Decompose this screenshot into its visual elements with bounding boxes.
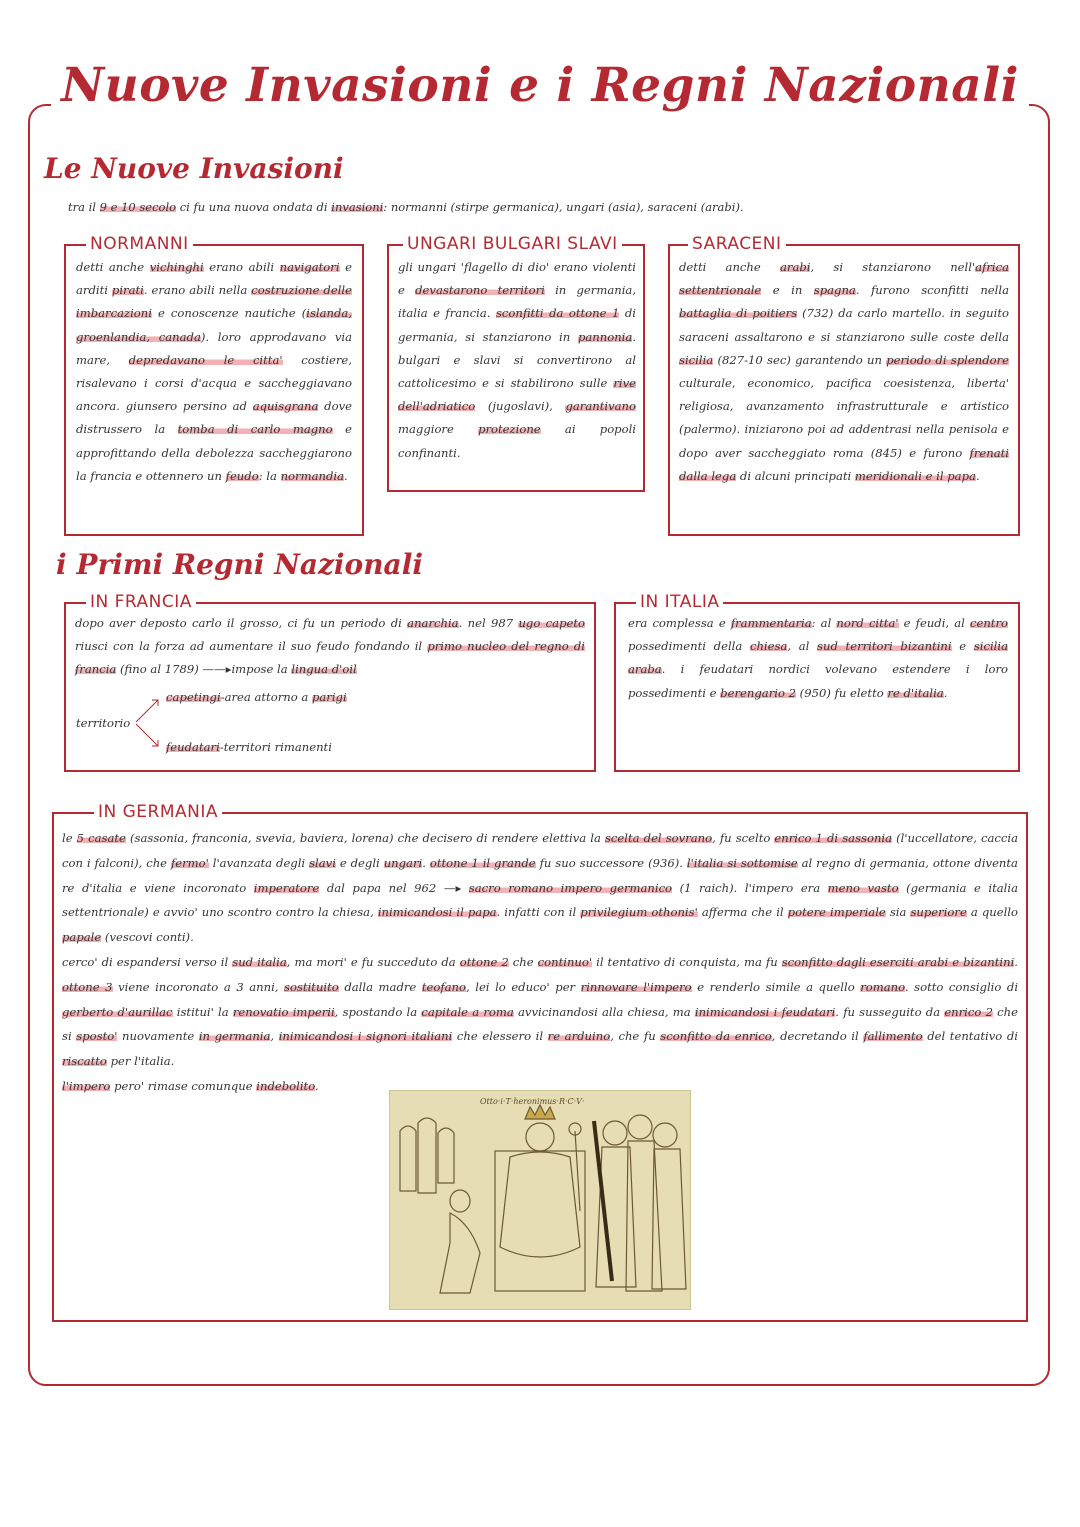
germania-text — [62, 826, 1018, 1099]
box-label-germania: IN GERMANIA — [94, 802, 222, 822]
normanni-text: detti anche vichinghi erano abili navigatori e arditi pirati. erano abili nella costruzione delle imbarcazioni e conoscenze nautiche (islanda, groenlandia, canada). loro approdavano via mare, depredavano le citta' costiere, risalevano i corsi d'acqua e saccheggiavano ancora. giunsero persino ad aquisgrana dove distrussero la tomba di carlo magno e approfittando della debolezza saccheggiarono la francia e ottennero un feudo: la normandia. — [76, 260, 352, 483]
italia-text: era complessa e frammentaria: al nord citta' e feudi, al centro possedimenti della chiesa, al sud territori bizantini e sicilia araba. i feudatari nordici volevano estendere i loro possedimenti e berengario 2 (950) fu eletto re d'italia. — [628, 616, 1008, 700]
box-label-ungari: UNGARI BULGARI SLAVI — [403, 234, 622, 254]
box-label-francia: IN FRANCIA — [86, 592, 196, 612]
box-normanni — [64, 234, 364, 536]
saraceni-text: detti anche arabi, si stanziarono nell'africa settentrionale e in spagna. furono sconfitti nella battaglia di poitiers (732) da carlo martello. in seguito saraceni assaltarono e si stanziarono sulle coste della sicilia (827-10 sec) garantendo un periodo di splendore culturale, economico, pacifica coesistenza, liberta' religiosa, avanzamento infrastrutturale e artistico (palermo). iniziarono poi ad addentrasi nella penisola e dopo aver saccheggiato roma (845) e furono frenati dalla lega di alcuni principati meridionali e il papa. — [679, 260, 1009, 483]
germania-paragraph-3: l'impero pero' rimase comunque indebolito. — [62, 1078, 319, 1093]
section-heading-invasioni: Le Nuove Invasioni — [44, 152, 344, 185]
box-label-normanni: NORMANNI — [86, 234, 193, 254]
box-label-italia: IN ITALIA — [636, 592, 723, 612]
box-label-saraceni: SARACENI — [688, 234, 786, 254]
section-heading-regni: i Primi Regni Nazionali — [56, 548, 423, 581]
arrow-right-icon: —▸ — [443, 880, 469, 895]
ungari-text: gli ungari 'flagello di dio' erano violenti e devastarono territori in germania, italia e francia. sconfitti da ottone 1 di germania, si stanziarono in pannonia. bulgari e slavi si convertirono al cattolicesimo e si stabilirono sulle rive dell'adriatico (jugoslavi), garantivano maggiore protezione ai popoli confinanti. — [398, 260, 637, 460]
francia-text: dopo aver deposto carlo il grosso, ci fu un periodo di anarchia. nel 987 ugo capeto riusci con la forza ad aumentare il suo feudo fondando il primo nucleo del regno di francia (fino al 1789) ——▸impose la lingua d'oil — [75, 616, 586, 677]
box-francia — [64, 592, 596, 772]
box-ungari — [387, 234, 645, 492]
branch-capetingi: capetingi-area attorno a parigi — [166, 690, 347, 704]
arrow-right-icon: ——▸ — [202, 662, 232, 677]
branch-feudatari: feudatari-territori rimanenti — [166, 740, 332, 754]
intro-text: tra il 9 e 10 secolo ci fu una nuova ondata di invasioni: normanni (stirpe germanica), ungari (asia), saraceni (arabi). — [68, 200, 744, 214]
box-saraceni — [668, 234, 1020, 536]
germania-paragraph-2: cerco' di espandersi verso il sud italia, ma mori' e fu succeduto da ottone 2 che continuo' il tentativo di conquista, ma fu sconfitto dagli eserciti arabi e bizantini. ottone 3 viene incoronato a 3 anni, sostituito dalla madre teofano, lei lo educo' per rinnovare l'impero e renderlo simile a quello romano. sotto consiglio di gerberto d'aurillac istitui' la renovatio imperii, spostando la capitale a roma avvicinandosi alla chiesa, ma inimicandosi i feudatari. fu susseguito da enrico 2 che si sposto' nuovamente in germania, inimicandosi i signori italiani che elessero il re arduino, che fu sconfitto da enrico, decretando il fallimento del tentativo di riscatto per l'italia. — [62, 954, 1019, 1069]
germania-paragraph-1: le 5 casate (sassonia, franconia, svevia, baviera, lorena) che decisero di rendere elettiva la scelta del sovrano, fu scelto enrico 1 di sassonia (l'uccellatore, caccia con i falconi), che fermo' l'avanzata degli slavi e degli ungari. ottone 1 il grande fu suo successore (936). l'italia si sottomise al regno di germania, ottone diventa re d'italia e viene incoronato imperatore dal papa nel 962 —▸ sacro romano impero germanico (1 raich). l'impero era meno vasto (germania e italia settentrionale) e avvio' uno scontro contro la chiesa, inimicandosi il papa. infatti con il privilegium othonis' afferma che il potere imperiale sia superiore a quello papale (vescovi conti). — [62, 831, 1018, 945]
box-italia — [614, 592, 1020, 772]
illustration-figures-icon — [390, 1091, 690, 1309]
illustration-caption: Otto·i·T·heronimus·R·C·V· — [480, 1097, 585, 1106]
territorio-label: territorio — [76, 716, 131, 730]
page-title: Nuove Invasioni e i Regni Nazionali — [0, 58, 1080, 113]
medieval-illustration — [389, 1090, 691, 1310]
branch-arrows-icon — [134, 692, 164, 752]
